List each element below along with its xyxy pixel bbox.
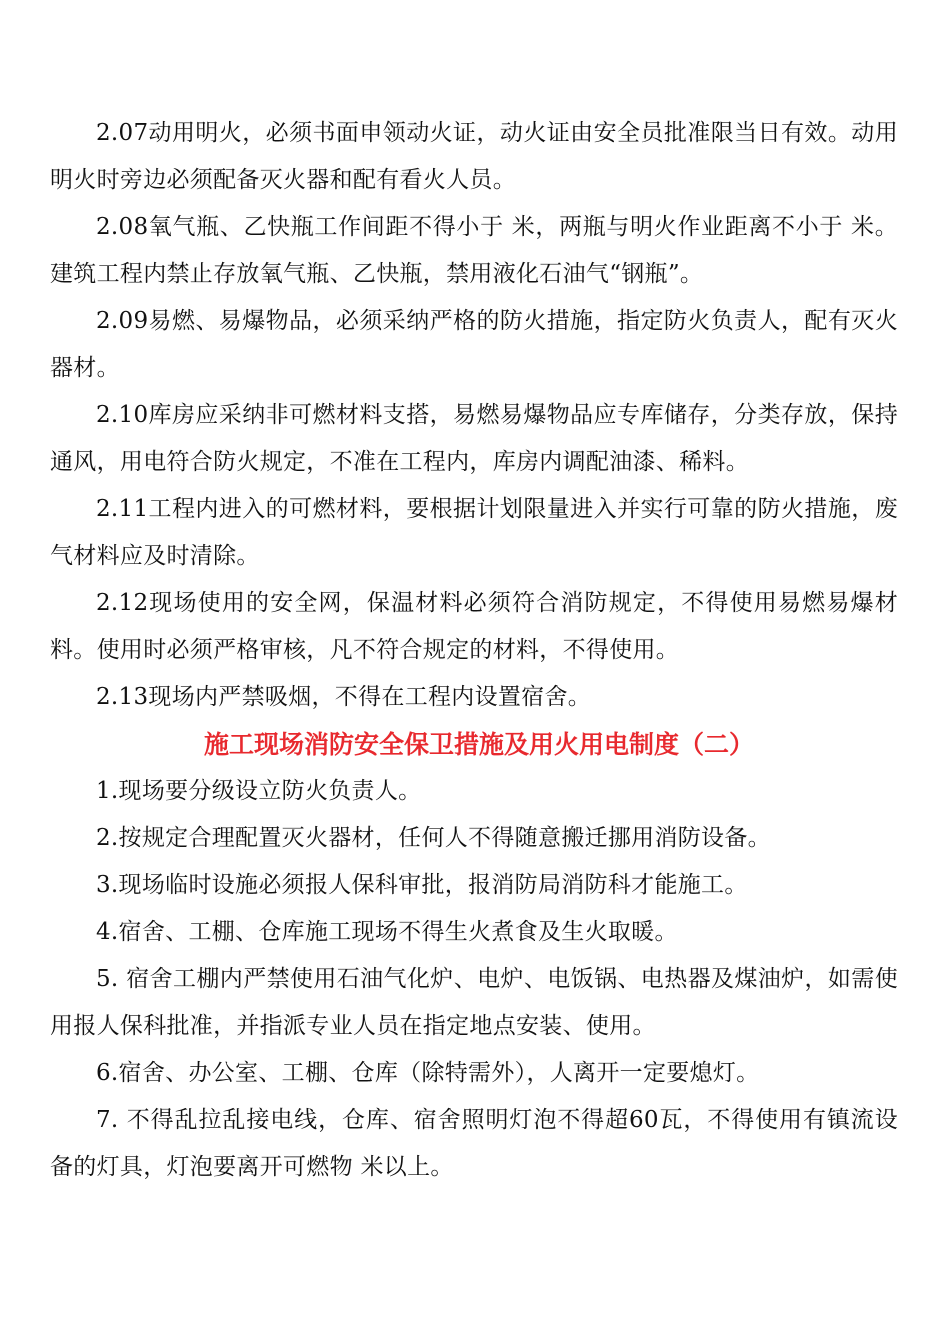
rule-item-4: 4.宿舍、工棚、仓库施工现场不得生火煮食及生火取暖。 [96,919,678,945]
rule-item-5: 5. 宿舍工棚内严禁使用石油气化炉、电炉、电饭锅、电热器及煤油炉，如需使用报人保科批准，并指派专业人员在指定地点安装、使用。 [50,966,898,1039]
paragraph-2-10: 2.10库房应采纳非可燃材料支搭，易燃易爆物品应专库储存，分类存放，保持通风，用电符合防火规定，不准在工程内，库房内调配油漆、稀料。 [50,402,898,475]
paragraph-2-08: 2.08氧气瓶、乙快瓶工作间距不得小于 米，两瓶与明火作业距离不小于 米。建筑工程内禁止存放氧气瓶、乙快瓶，禁用液化石油气“钢瓶”。 [50,214,898,287]
rule-item-3: 3.现场临时设施必须报人保科审批，报消防局消防科才能施工。 [96,872,748,898]
paragraph-2-07: 2.07动用明火，必须书面申领动火证，动火证由安全员批准限当日有效。动用明火时旁边必须配备灭火器和配有看火人员。 [50,120,898,193]
rule-item-7: 7. 不得乱拉乱接电线，仓库、宿舍照明灯泡不得超60瓦，不得使用有镇流设备的灯具，灯泡要离开可燃物 米以上。 [50,1107,898,1180]
paragraph-2-13: 2.13现场内严禁吸烟，不得在工程内设置宿舍。 [96,684,592,710]
section-title: 施工现场消防安全保卫措施及用火用电制度（二） [203,730,754,759]
paragraph-2-11: 2.11工程内进入的可燃材料，要根据计划限量进入并实行可靠的防火措施，废气材料应及时清除。 [50,496,898,569]
paragraph-2-09: 2.09易燃、易爆物品，必须采纳严格的防火措施，指定防火负责人，配有灭火器材。 [50,308,898,381]
rule-item-1: 1.现场要分级设立防火负责人。 [96,778,422,804]
rule-item-6: 6.宿舍、办公室、工棚、仓库（除特需外），人离开一定要熄灯。 [96,1060,760,1086]
paragraph-2-12: 2.12现场使用的安全网，保温材料必须符合消防规定，不得使用易燃易爆材料。使用时必须严格审核，凡不符合规定的材料，不得使用。 [50,590,898,663]
rule-item-2: 2.按规定合理配置灭火器材，任何人不得随意搬迁挪用消防设备。 [96,825,771,851]
document-body [50,110,898,1191]
